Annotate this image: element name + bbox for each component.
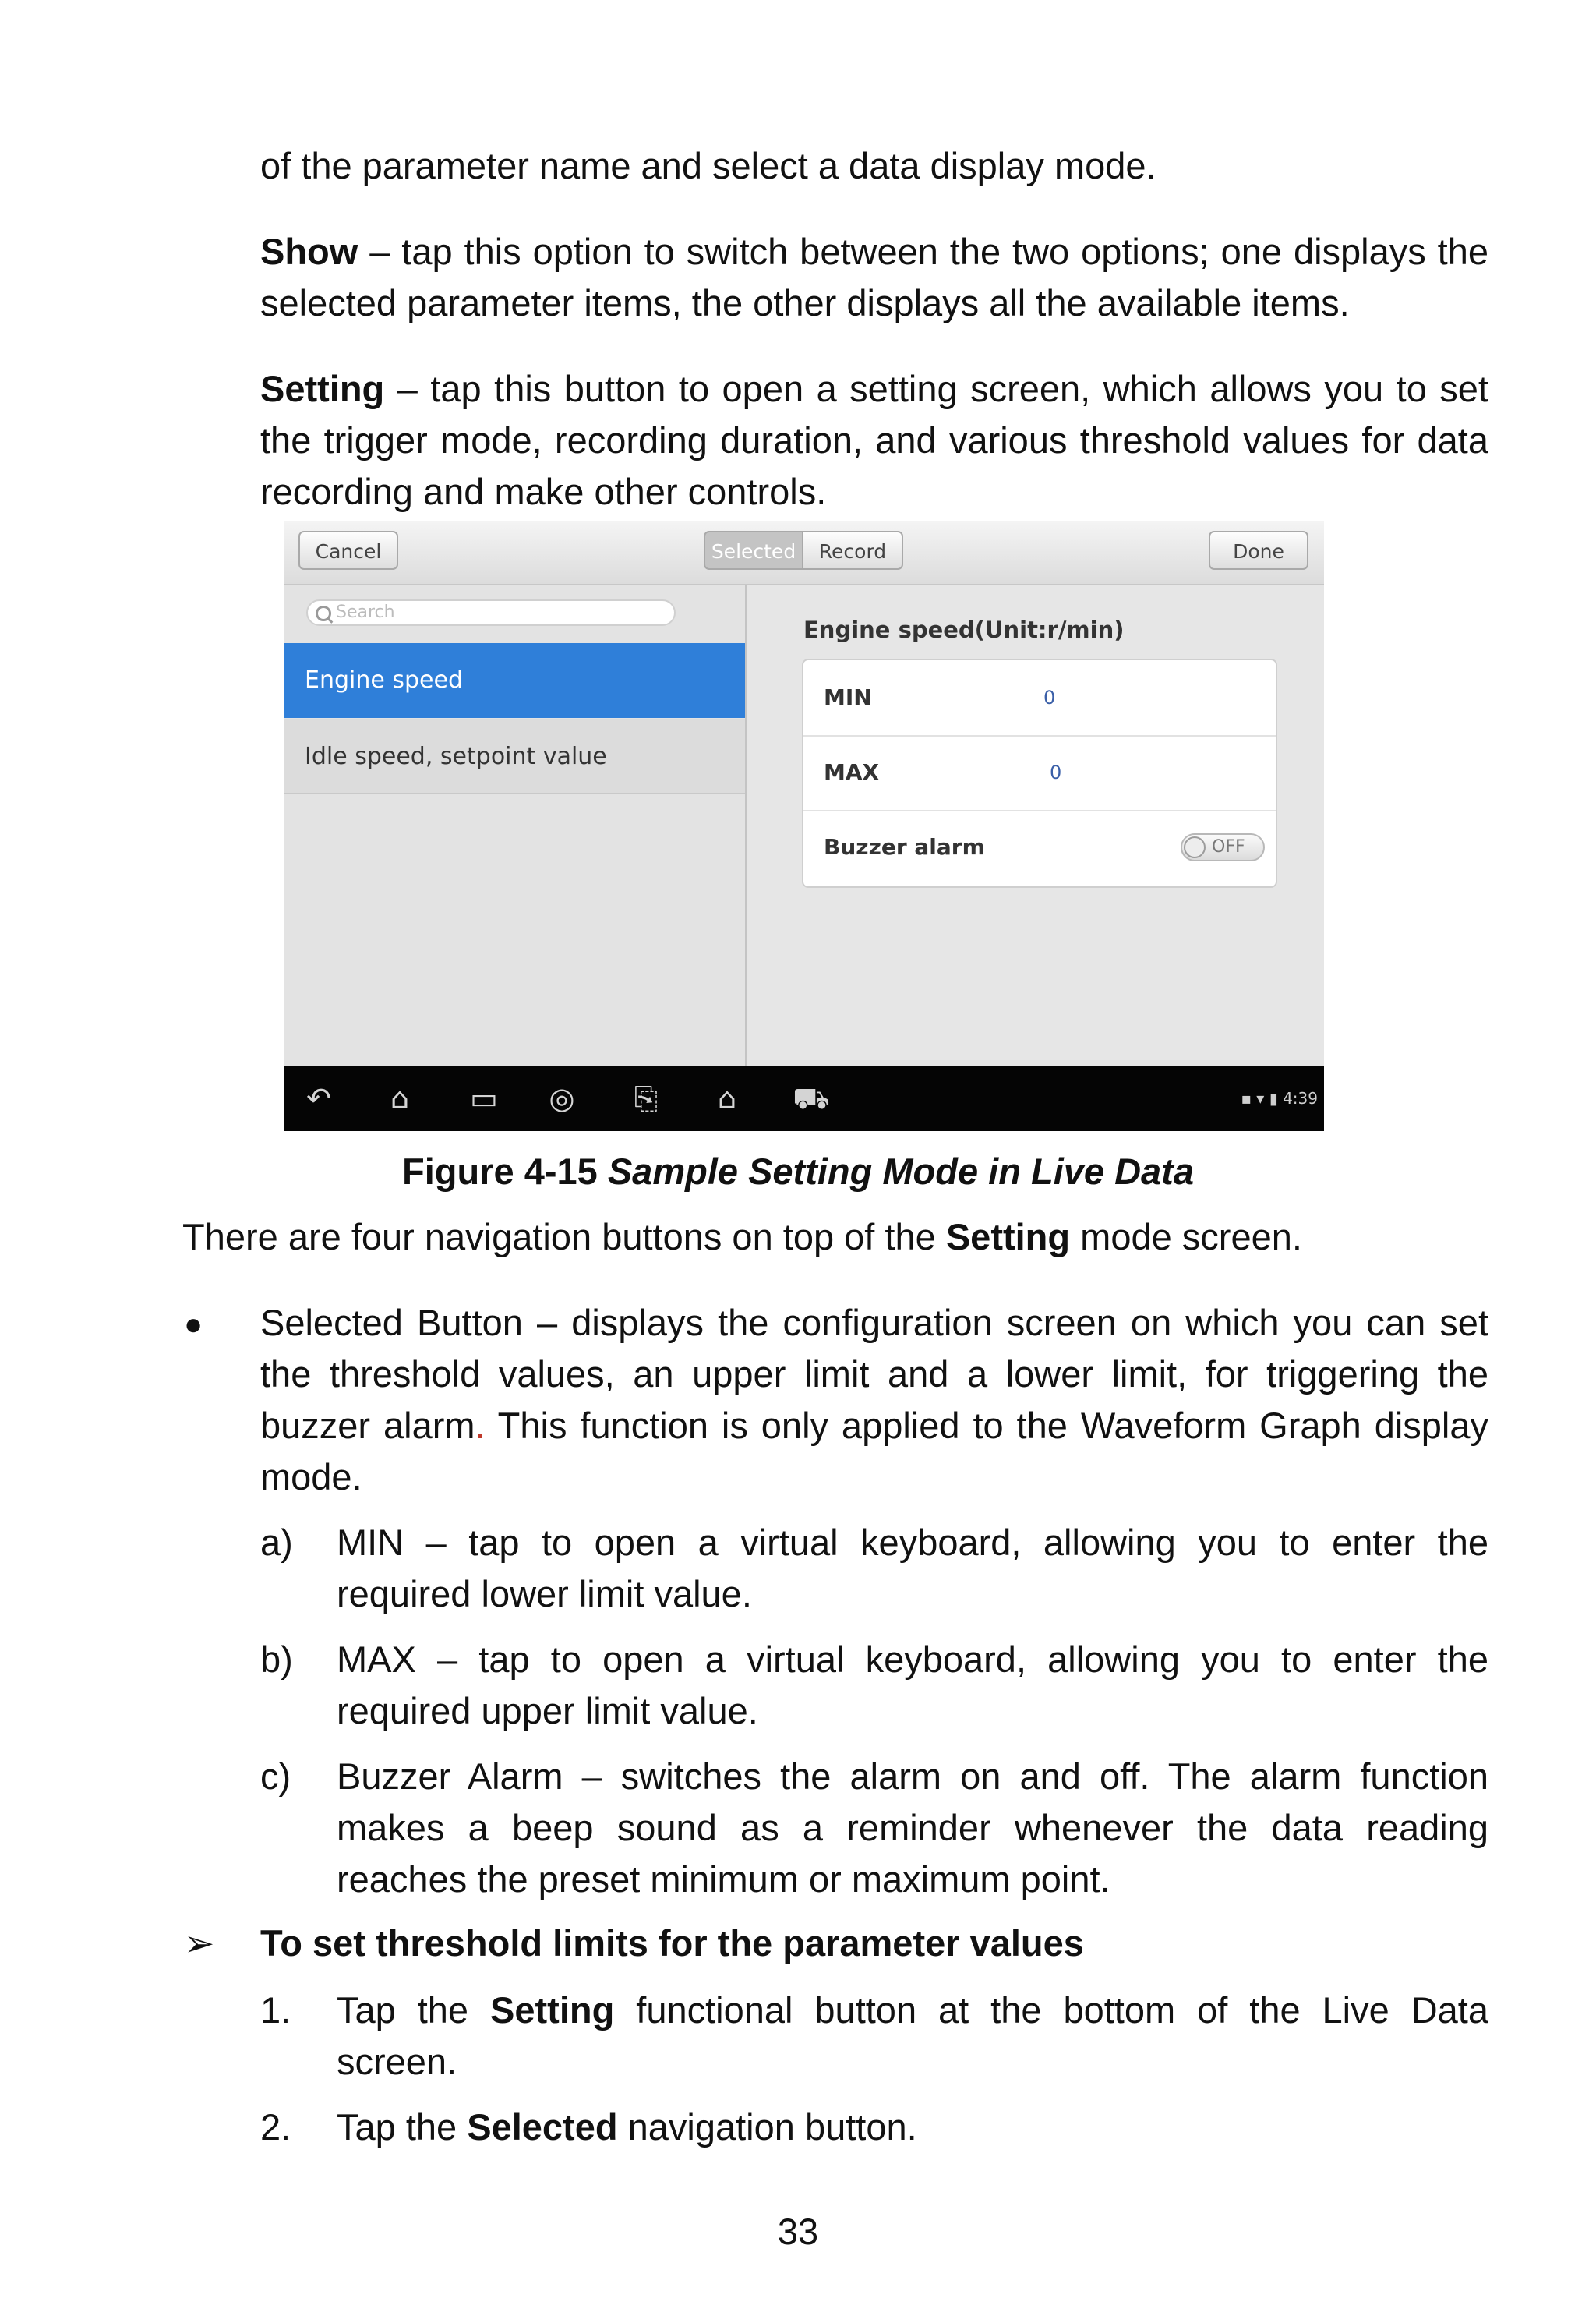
list-item-engine-speed[interactable]: Engine speed (284, 643, 745, 718)
step-label-1: 1. (260, 1989, 291, 2031)
toggle-state: OFF (1212, 837, 1245, 857)
step-2: Tap the Selected navigation button. (337, 2106, 917, 2148)
search-input[interactable] (306, 599, 676, 626)
maxifix-icon[interactable]: ⌂ (717, 1081, 737, 1115)
threshold-settings-pane (747, 585, 1324, 1066)
step-label-2: 2. (260, 2106, 291, 2148)
page-number: 33 (777, 2211, 819, 2252)
subitem-max: MAX – tap to open a virtual keyboard, allowing you to enter the required upper limit value. (337, 1639, 1488, 1731)
android-nav-bar (284, 1066, 1324, 1131)
step-1: Tap the Setting functional button at the bottom of the Live Data screen. (337, 1989, 1488, 2082)
subitem-label-c: c) (260, 1755, 291, 1797)
show-paragraph (260, 226, 1488, 329)
setting-mode-screenshot (284, 521, 1324, 1131)
selected-button-paragraph: Selected Button – displays the configuration screen on which you can set the threshold values, an upper limit and a lower limit, for triggering the buzzer alarm. This function is only applied to the Waveform Graph display mode. (260, 1302, 1488, 1497)
tab-selected[interactable]: Selected (704, 531, 803, 570)
max-value[interactable]: 0 (1050, 762, 1062, 783)
search-placeholder: Search (336, 603, 395, 622)
min-value[interactable]: 0 (1043, 687, 1056, 709)
intro-line: of the parameter name and select a data display mode. (260, 145, 1156, 186)
setting-text: – tap this button to open a setting screen, which allows you to set the trigger mode, recording duration, and various threshold values for data recording and make other controls. (260, 368, 1488, 512)
max-row[interactable] (803, 735, 1276, 811)
min-label: MIN (824, 684, 872, 710)
screenshot-icon[interactable]: ⎘ (634, 1081, 659, 1115)
search-icon (316, 606, 331, 621)
subitem-label-b: b) (260, 1639, 293, 1680)
buzzer-label: Buzzer alarm (824, 834, 985, 860)
arrow-icon: ➢ (184, 1922, 215, 1964)
setting-term-2: Setting (945, 1216, 1071, 1257)
min-row[interactable] (803, 660, 1276, 737)
show-text: – tap this option to switch between the two options; one displays the selected parameter items, the other displays all the available items. (260, 231, 1488, 323)
setting-term: Setting (260, 368, 385, 409)
done-button[interactable]: Done (1209, 531, 1308, 570)
max-label: MAX (824, 759, 880, 785)
status-bar (1241, 1066, 1318, 1131)
setting-paragraph (260, 363, 1488, 518)
recent-apps-icon[interactable]: ▭ (470, 1081, 498, 1115)
nav-intro: There are four navigation buttons on top of the Setting mode screen. (182, 1216, 1302, 1257)
vehicle-icon[interactable]: ⛟ (793, 1081, 830, 1115)
subitem-min: MIN – tap to open a virtual keyboard, allowing you to enter the required lower limit value. (337, 1522, 1488, 1614)
browser-icon[interactable]: ◎ (549, 1081, 575, 1115)
figure-number: Figure 4-15 (402, 1151, 608, 1192)
back-icon[interactable]: ↶ (306, 1081, 331, 1115)
figure-caption (0, 1146, 1596, 1197)
show-term: Show (260, 231, 358, 272)
buzzer-row (803, 810, 1276, 885)
parameter-list-pane (284, 585, 747, 1066)
parameter-title: Engine speed(Unit:r/min) (803, 617, 1125, 643)
threshold-card (802, 659, 1277, 888)
status-time: 4:39 (1283, 1089, 1318, 1108)
toggle-knob-icon (1184, 836, 1206, 858)
procedure-title: To set threshold limits for the parameter values (260, 1922, 1084, 1964)
figure-title: Sample Setting Mode in Live Data (607, 1151, 1194, 1192)
status-icons: ▪ ▾ ▮ (1241, 1089, 1278, 1108)
top-toolbar (284, 521, 1324, 585)
list-item-idle-speed[interactable]: Idle speed, setpoint value (284, 719, 745, 794)
home-icon[interactable]: ⌂ (390, 1081, 410, 1115)
buzzer-toggle[interactable] (1181, 833, 1265, 861)
subitem-buzzer: Buzzer Alarm – switches the alarm on and off. The alarm function makes a beep sound as a reminder whenever the data reading reaches the preset minimum or maximum point. (337, 1755, 1488, 1900)
tab-record[interactable]: Record (803, 531, 903, 570)
subitem-label-a: a) (260, 1522, 293, 1563)
bullet-dot: ● (184, 1307, 203, 1342)
cancel-button[interactable]: Cancel (298, 531, 398, 570)
